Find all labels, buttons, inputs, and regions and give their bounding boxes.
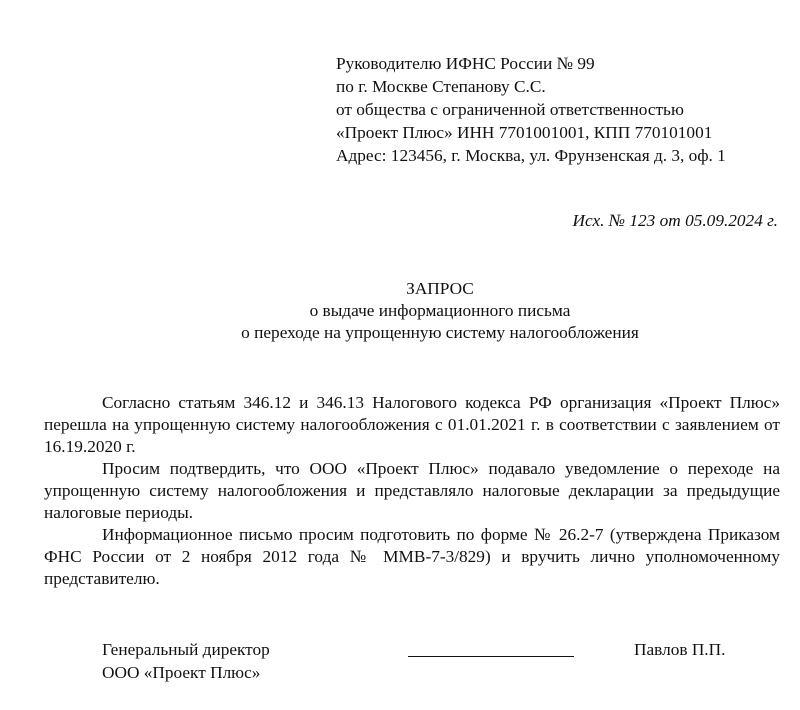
signatory-position: Генеральный директор bbox=[102, 640, 270, 659]
addressee-line: по г. Москве Степанову С.С. bbox=[336, 77, 546, 96]
body-paragraph: Согласно статьям 346.12 и 346.13 Налогового кодекса РФ организация «Проект Плюс» перешла на упрощенную систему налогообложения с 01.01.2021 г. в соответствии с заявлением от 16.19.2020 г. bbox=[44, 393, 780, 456]
outgoing-reference: Исх. № 123 от 05.09.2024 г. bbox=[572, 211, 778, 230]
addressee-block bbox=[336, 52, 726, 167]
document-title bbox=[0, 278, 800, 344]
title-subline: о выдаче информационного письма bbox=[309, 301, 571, 320]
body-paragraph: Просим подтвердить, что ООО «Проект Плюс» подавало уведомление о переходе на упрощенную систему налогообложения и представляло налоговые декларации за предыдущие налоговые периоды. bbox=[44, 459, 780, 522]
body-paragraph: Информационное письмо просим подготовить по форме № 26.2-7 (утверждена Приказом ФНС России от 2 ноября 2012 года № ММВ-7-3/829) и вручить лично уполномоченному представителю. bbox=[44, 525, 780, 588]
letter-body bbox=[44, 392, 780, 590]
signatory-name: Павлов П.П. bbox=[634, 640, 726, 659]
addressee-line: от общества с ограниченной ответственностью bbox=[336, 100, 684, 119]
signature-line bbox=[408, 656, 574, 657]
addressee-line: Адрес: 123456, г. Москва, ул. Фрунзенская д. 3, оф. 1 bbox=[336, 146, 726, 165]
title-subline: о переходе на упрощенную систему налогообложения bbox=[241, 323, 639, 342]
signatory-block bbox=[102, 638, 270, 684]
title-heading: ЗАПРОС bbox=[406, 279, 474, 298]
addressee-line: Руководителю ИФНС России № 99 bbox=[336, 54, 595, 73]
addressee-line: «Проект Плюс» ИНН 7701001001, КПП 770101001 bbox=[336, 123, 713, 142]
signatory-company: ООО «Проект Плюс» bbox=[102, 663, 261, 682]
